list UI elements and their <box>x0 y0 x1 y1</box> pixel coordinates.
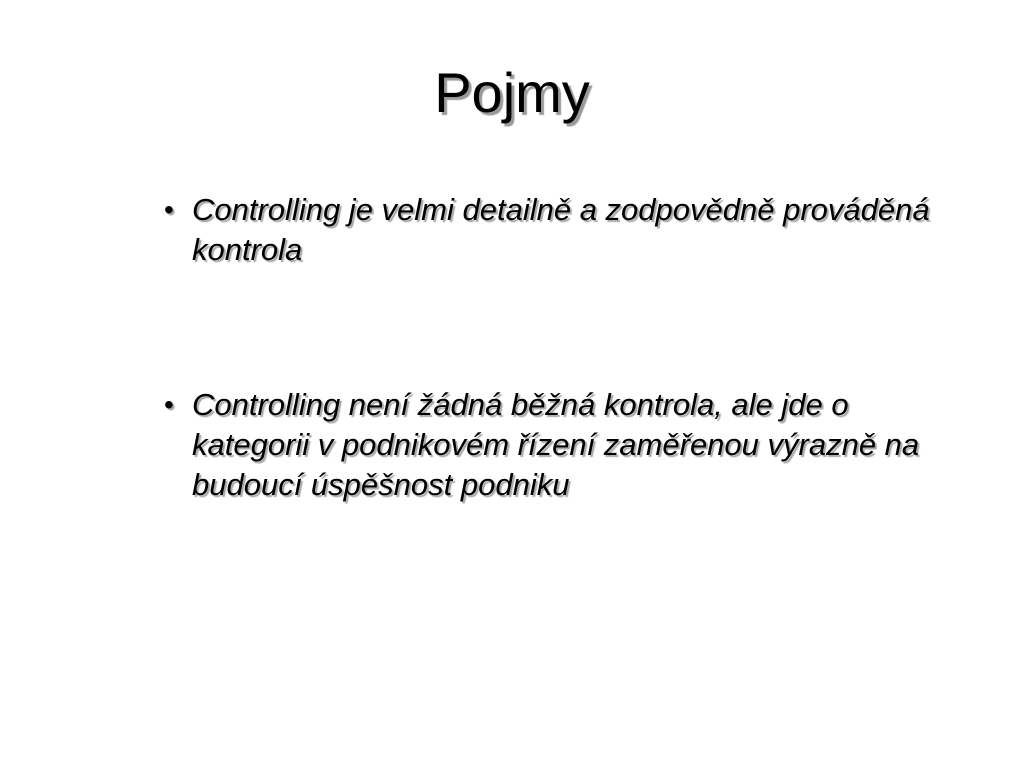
bullet-icon: • <box>164 194 174 225</box>
bullet-text: Controlling je velmi detailně a zodpovědně prováděná kontrola <box>192 192 930 267</box>
bullet-list-1 <box>160 190 960 270</box>
bullet-list-2 <box>160 385 960 505</box>
bullet-text: Controlling není žádná běžná kontrola, ale jde o kategorii v podnikovém řízení zaměřenou výrazně na budoucí úspěšnost podniku <box>192 387 920 502</box>
bullet-icon: • <box>164 389 174 420</box>
slide-title: Pojmy <box>434 61 590 124</box>
bullet-item-controlling-category <box>160 385 960 505</box>
bullet-item-controlling-definition <box>160 190 960 270</box>
